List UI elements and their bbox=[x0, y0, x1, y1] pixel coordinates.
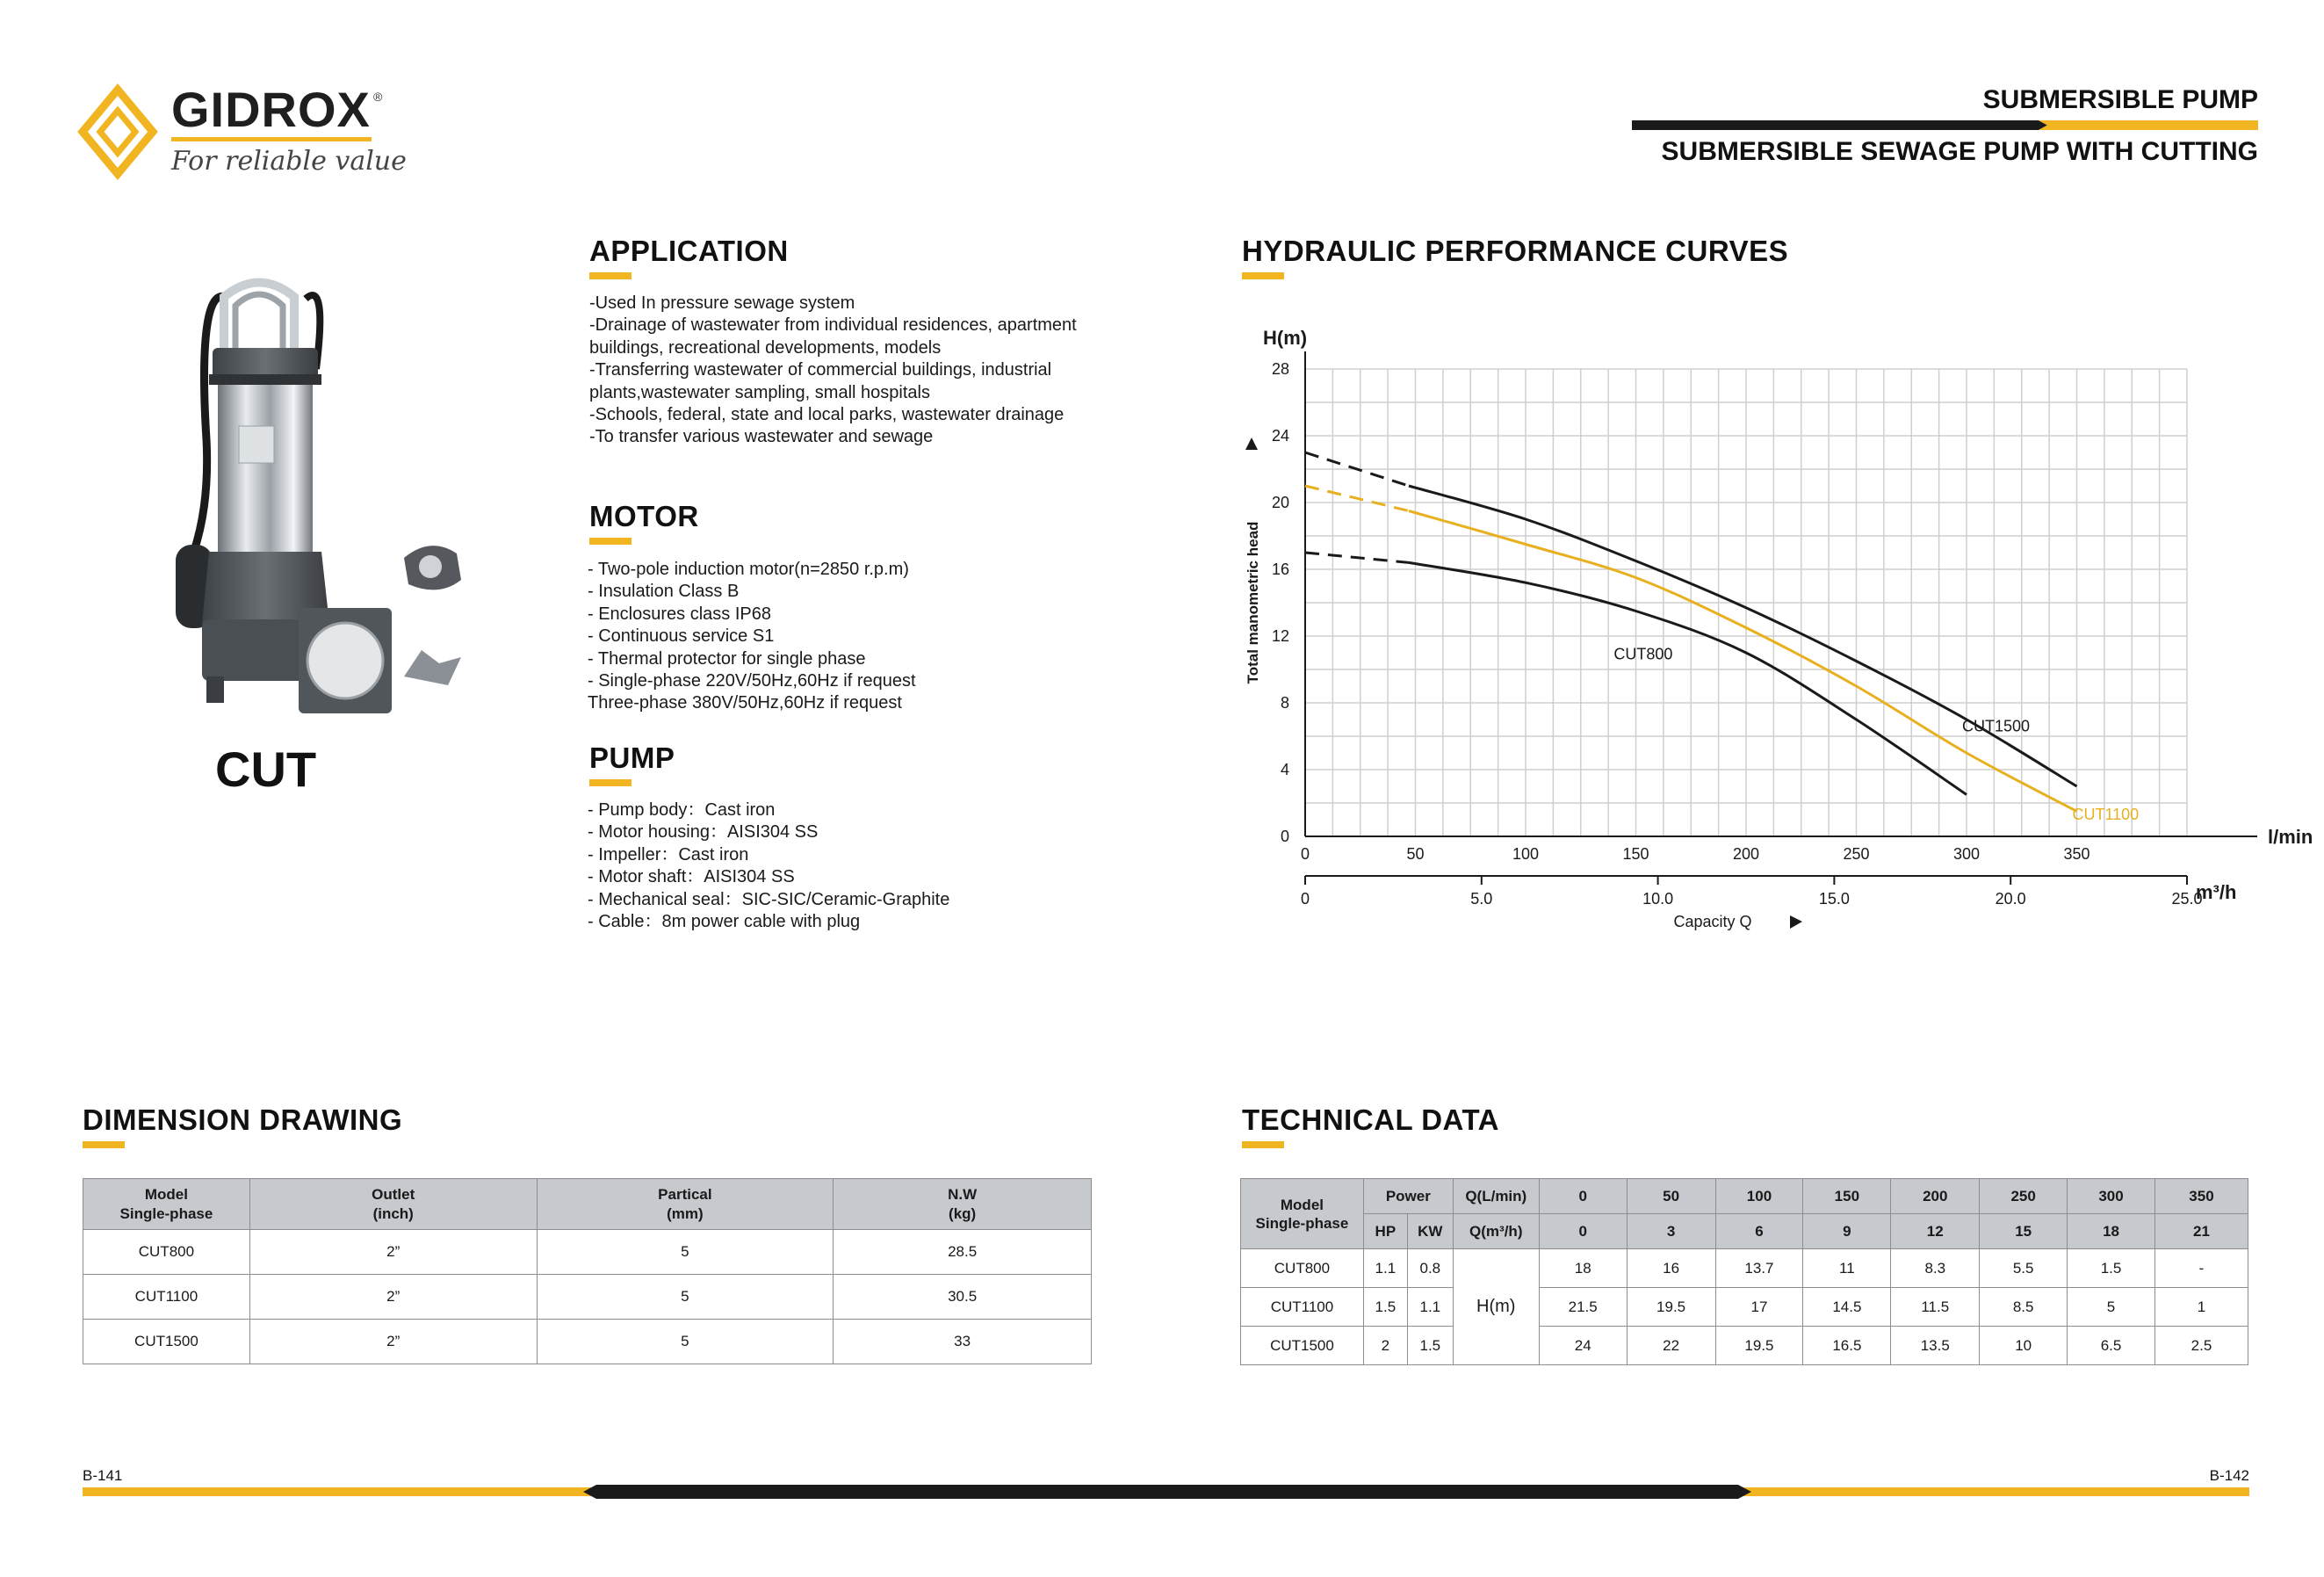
x-tick-label: 200 bbox=[1732, 845, 1760, 863]
pump-heading-underline bbox=[589, 779, 632, 786]
logo-underline bbox=[171, 137, 372, 141]
tech-header-hp: HP bbox=[1363, 1214, 1407, 1249]
y-tick-label: 0 bbox=[1280, 828, 1289, 845]
y-tick-label: 4 bbox=[1280, 761, 1289, 778]
dim-header-model: Model Single-phase bbox=[83, 1179, 250, 1230]
performance-chart bbox=[1238, 316, 2313, 949]
header-divider bbox=[1632, 120, 2258, 130]
y-tick-label: 8 bbox=[1280, 694, 1289, 712]
y-unit-label: H(m) bbox=[1263, 327, 1308, 349]
dim-header-outlet: Outlet (inch) bbox=[249, 1179, 537, 1230]
tech-header-q-lmin: Q(L/min) bbox=[1453, 1179, 1539, 1214]
curves-heading-underline bbox=[1242, 272, 1284, 279]
footer-divider bbox=[83, 1483, 2249, 1501]
application-text: -Used In pressure sewage system -Drainage of wastewater from individual residences, apartment buildings, recreational developments, models -Transferring wastewater of commercial buildings, industrial plants,wastewater sampling, small hospitals -Schools, federal, state and local parks, wastewater drainage -To transfer various wastewater and sewage bbox=[589, 293, 1077, 447]
x-tick-label: 50 bbox=[1406, 845, 1425, 863]
x-tick-label: 100 bbox=[1512, 845, 1540, 863]
header-title: SUBMERSIBLE PUMP bbox=[1982, 85, 2258, 114]
pump-heading: PUMP bbox=[589, 741, 675, 774]
motor-text: - Two-pole induction motor(n=2850 r.p.m) - Insulation Class B - Enclosures class IP68 - Continuous service S1 - Thermal protector for single phase - Single-phase 220V/50Hz,60Hz if request Three-phase 380V/50Hz,60Hz if request bbox=[588, 560, 916, 713]
page-number-left: B-141 bbox=[83, 1467, 123, 1484]
y-tick-label: 16 bbox=[1271, 561, 1289, 578]
page-number-right: B-142 bbox=[2209, 1467, 2249, 1484]
x-tick-label: 300 bbox=[1952, 845, 1981, 863]
product-model-label: CUT bbox=[215, 741, 317, 797]
series-line-cut1100 bbox=[1409, 511, 2077, 812]
brand-name: GIDROX bbox=[171, 82, 371, 137]
brand-tagline: For reliable value bbox=[171, 146, 407, 177]
table-row: CUT1100 1.5 1.1 21.5 19.5 17 14.5 11.5 8.5 5 1 bbox=[1241, 1288, 2248, 1327]
tech-header-q-m3h: Q(m³/h) bbox=[1453, 1214, 1539, 1249]
application-heading: APPLICATION bbox=[589, 235, 789, 267]
table-row: CUT1100 2” 5 30.5 bbox=[83, 1275, 1092, 1320]
x-arrow-icon bbox=[1790, 915, 1802, 929]
header-subtitle: SUBMERSIBLE SEWAGE PUMP WITH CUTTING bbox=[1661, 137, 2258, 166]
x-tick-label: 350 bbox=[2063, 845, 2090, 863]
tech-header-power: Power bbox=[1363, 1179, 1453, 1214]
pump-text: - Pump body：Cast iron - Motor housing：AISI304 SS - Impeller：Cast iron - Motor shaft：AISI304 SS - Mechanical seal：SIC-SIC/Ceramic-Graphite - Cable：8m power cable with plug bbox=[588, 800, 950, 932]
x2-tick-label: 0 bbox=[1300, 890, 1310, 908]
y-tick-label: 24 bbox=[1271, 427, 1289, 445]
x2-tick-label: 25.0 bbox=[2171, 890, 2203, 908]
series-dashed-cut800 bbox=[1305, 553, 1409, 562]
table-row: CUT800 2” 5 28.5 bbox=[83, 1230, 1092, 1275]
y-tick-label: 28 bbox=[1271, 360, 1289, 378]
y-tick-label: 20 bbox=[1271, 494, 1289, 511]
tech-h-label: H(m) bbox=[1453, 1249, 1539, 1365]
y-tick-label: 12 bbox=[1271, 627, 1289, 645]
x-unit-label: l/min bbox=[2268, 826, 2313, 848]
dim-header-nw: N.W (kg) bbox=[834, 1179, 1092, 1230]
x2-tick-label: 10.0 bbox=[1642, 890, 1674, 908]
curves-heading: HYDRAULIC PERFORMANCE CURVES bbox=[1242, 235, 1789, 267]
technical-table: Model Single-phase Power Q(L/min) 0 50 100 150 200 250 300 350 HP KW Q(m³/h) 0 3 6 9 12 15 18 21 CUT800 1.1 0.8 H(m) 18 16 13.7 11 8.3 5.5 1.5 - CUT1100 1.5 1.1 21.5 19.5 17 14.5 11.5 8.5 5 1 CUT1500 2 1.5 24 22 19.5 16.5 13.5 10 6.5 2.5 bbox=[1240, 1178, 2248, 1365]
series-dashed-cut1100 bbox=[1305, 486, 1409, 511]
dimension-heading: DIMENSION DRAWING bbox=[83, 1103, 403, 1136]
dimension-table bbox=[83, 1178, 1092, 1364]
pump-product-icon bbox=[141, 264, 509, 720]
motor-heading: MOTOR bbox=[589, 500, 699, 532]
table-row: CUT800 1.1 0.8 H(m) 18 16 13.7 11 8.3 5.5 1.5 - bbox=[1241, 1249, 2248, 1288]
y-arrow-icon bbox=[1245, 438, 1258, 450]
y-axis-label: Total manometric head bbox=[1245, 521, 1261, 684]
x2-tick-label: 20.0 bbox=[1995, 890, 2026, 908]
series-label-cut800: CUT800 bbox=[1613, 645, 1673, 663]
dim-header-partical: Partical (mm) bbox=[537, 1179, 834, 1230]
technical-heading: TECHNICAL DATA bbox=[1242, 1103, 1499, 1136]
series-label-cut1100: CUT1100 bbox=[2072, 806, 2140, 823]
motor-heading-underline bbox=[589, 538, 632, 545]
technical-heading-underline bbox=[1242, 1141, 1284, 1148]
x2-unit-label: m³/h bbox=[2195, 881, 2237, 903]
registered-mark: ® bbox=[373, 90, 383, 104]
x2-tick-label: 15.0 bbox=[1818, 890, 1850, 908]
gidrox-logo-icon bbox=[81, 88, 155, 176]
x-tick-label: 150 bbox=[1622, 845, 1649, 863]
x-axis-label: Capacity Q bbox=[1673, 913, 1752, 930]
table-row: CUT1500 2 1.5 24 22 19.5 16.5 13.5 10 6.5 2.5 bbox=[1241, 1327, 2248, 1365]
series-label-cut1500: CUT1500 bbox=[1961, 717, 2031, 735]
tech-header-kw: KW bbox=[1407, 1214, 1453, 1249]
x2-tick-label: 5.0 bbox=[1470, 890, 1493, 908]
dimension-heading-underline bbox=[83, 1141, 125, 1148]
table-row: CUT1500 2” 5 33 bbox=[83, 1320, 1092, 1364]
tech-header-model: Model Single-phase bbox=[1241, 1179, 1364, 1249]
x-tick-label: 250 bbox=[1843, 845, 1870, 863]
application-heading-underline bbox=[589, 272, 632, 279]
series-line-cut800 bbox=[1409, 562, 1967, 794]
x-tick-label: 0 bbox=[1300, 845, 1310, 863]
